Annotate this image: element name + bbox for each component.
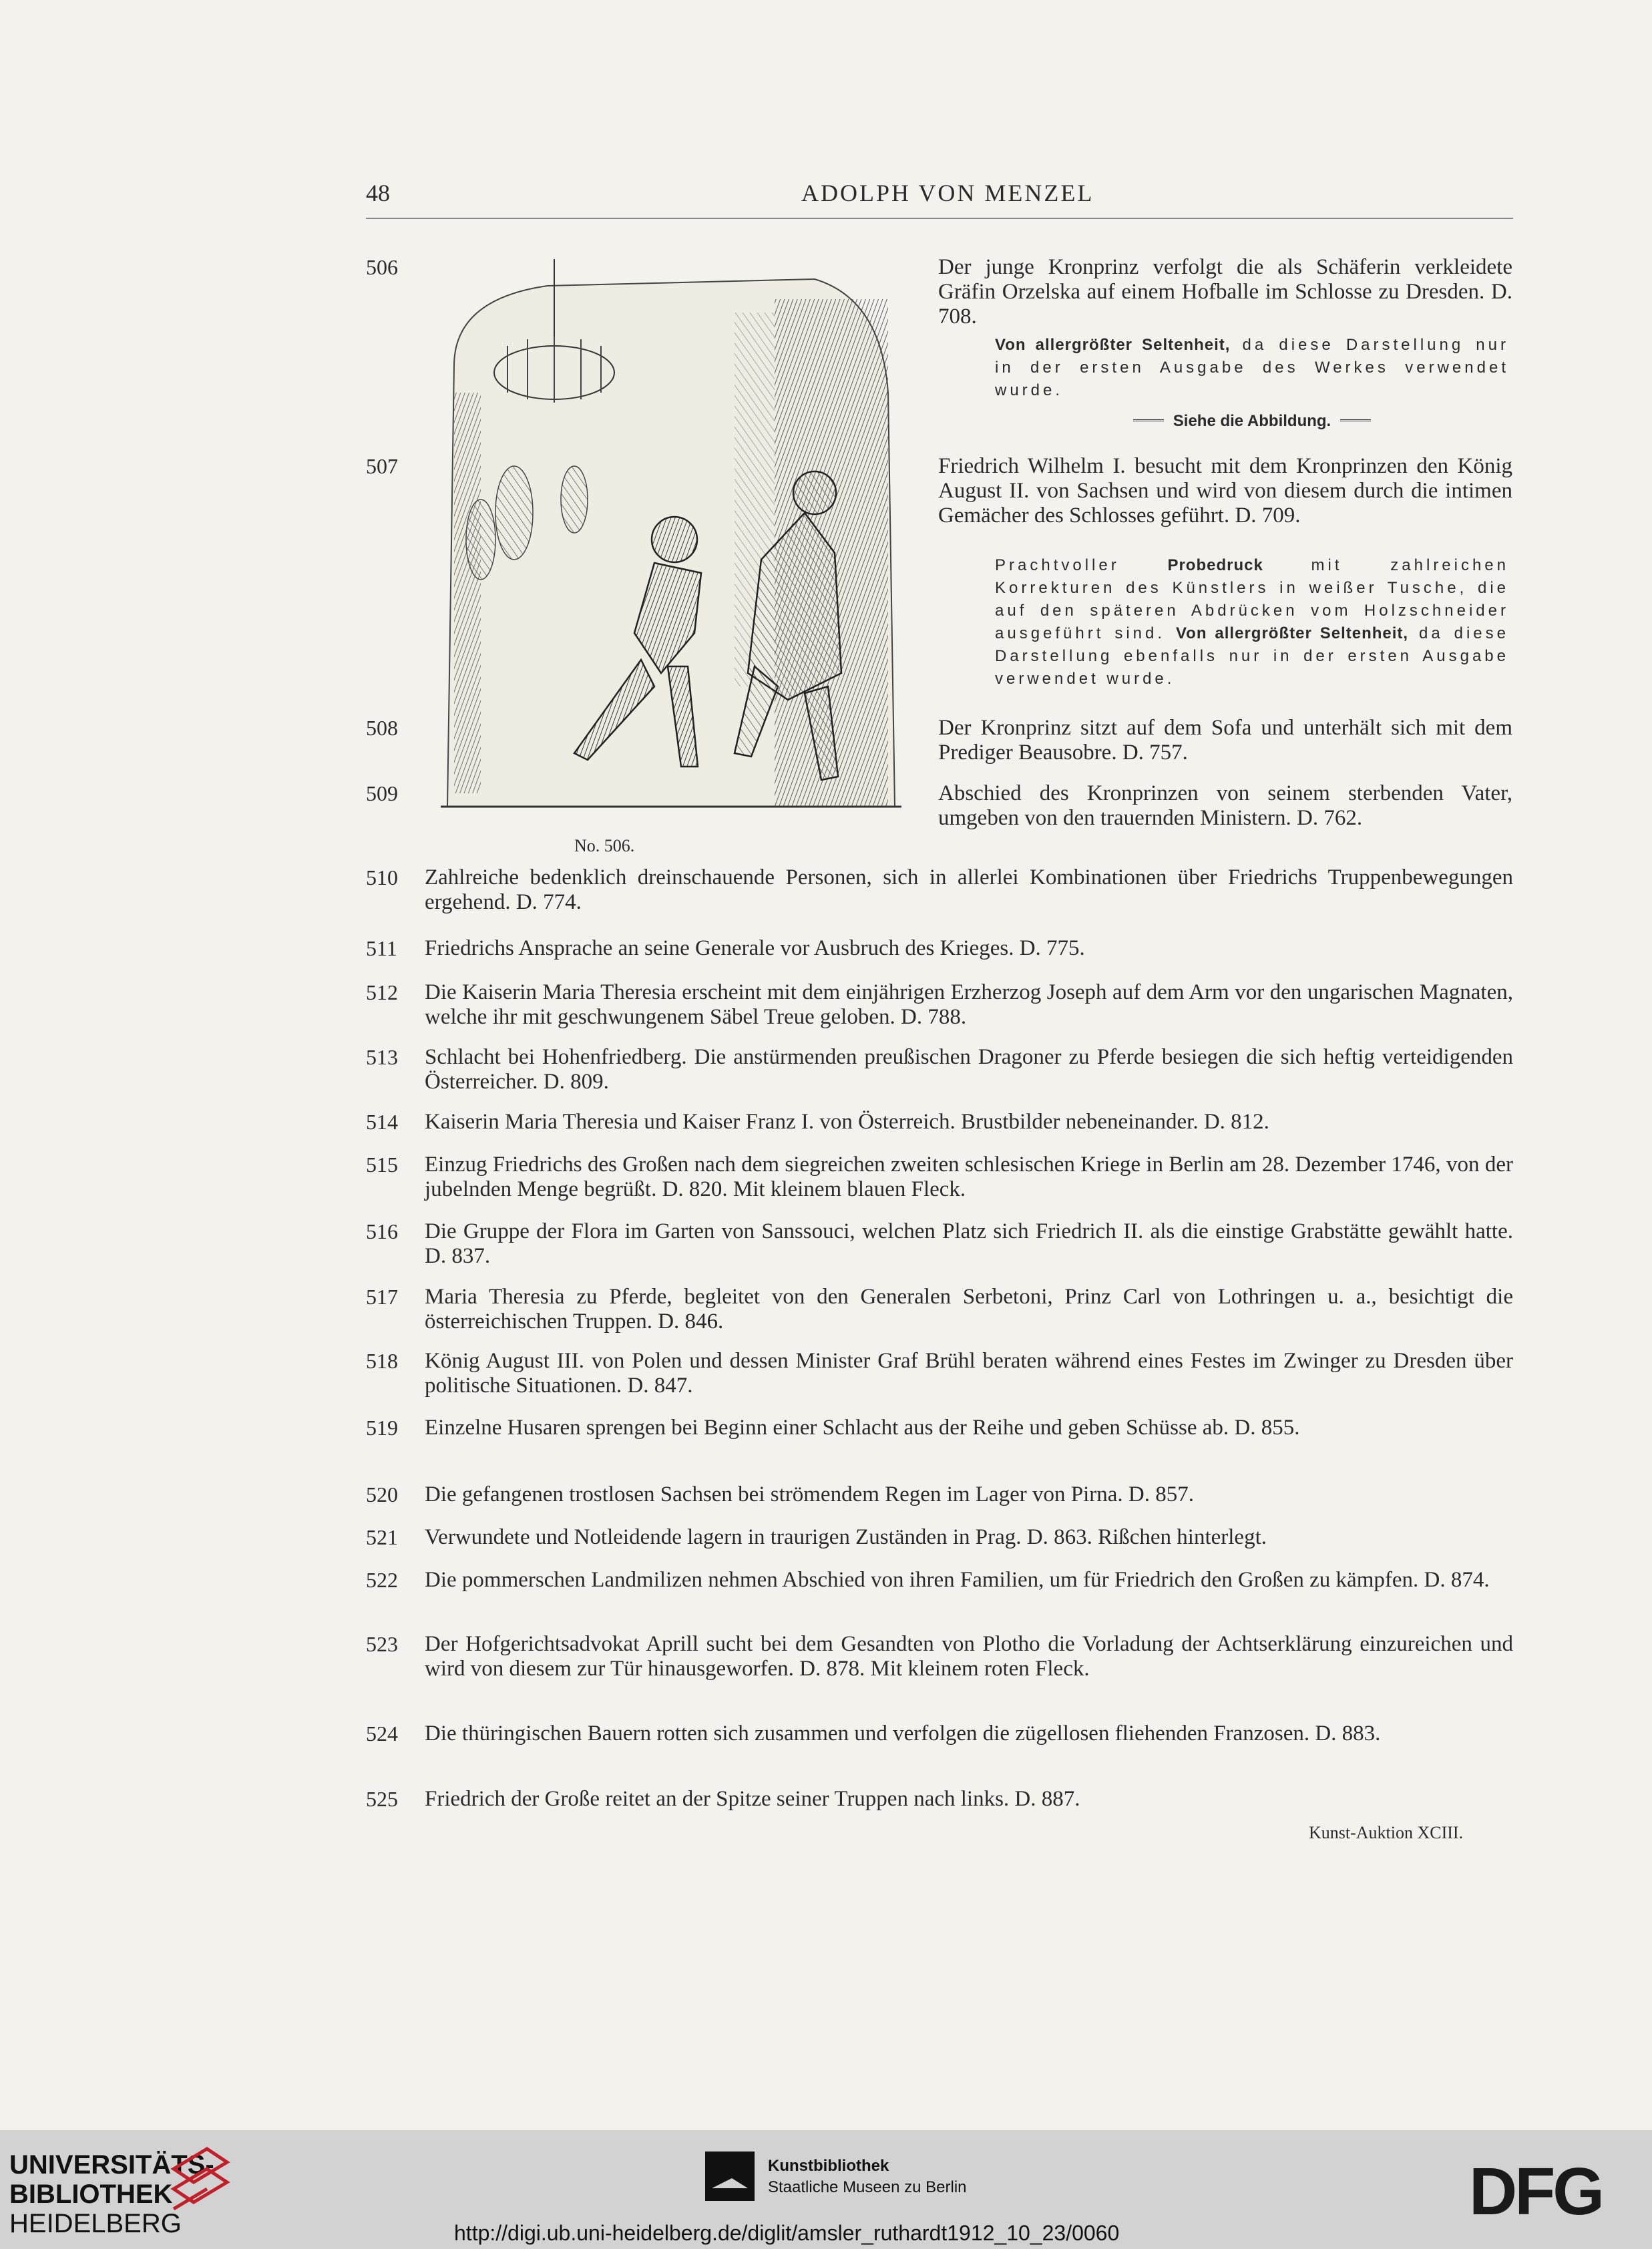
item-number-519: 519 <box>366 1416 398 1440</box>
ub-heidelberg-emblem-icon <box>167 2142 234 2222</box>
kunstbibliothek-logo[interactable]: Kunstbibliothek Staatliche Museen zu Berlin <box>768 2157 967 2196</box>
page-number: 48 <box>366 180 390 206</box>
item-text-513: Schlacht bei Hohenfriedberg. Die anstürmenden preußischen Dragoner zu Pferde besiegen die sich heftig verteidigenden Österreicher. D. 809. <box>425 1045 1513 1094</box>
item-number-517: 517 <box>366 1285 398 1309</box>
kunstbibliothek-logo-icon <box>705 2152 755 2201</box>
item-number-506: 506 <box>366 255 398 279</box>
engraving-illustration <box>441 259 901 827</box>
item-number-510: 510 <box>366 865 398 889</box>
item-text-516: Die Gruppe der Flora im Garten von Sanssouci, welchen Platz sich Friedrich II. als die einstige Grabstätte gewählt hatte. D. 837. <box>425 1219 1513 1268</box>
item-number-507: 507 <box>366 454 398 478</box>
item-number-514: 514 <box>366 1110 398 1134</box>
item-text-522: Die pommerschen Landmilizen nehmen Abschied von ihren Familien, um für Friedrich den Großen zu kämpfen. D. 874. <box>425 1568 1490 1592</box>
item-text-515: Einzug Friedrichs des Großen nach dem siegreichen zweiten schlesischen Kriege in Berlin am 28. Dezember 1746, von der jubelnden Menge begrüßt. D. 820. Mit kleinem blauen Fleck. <box>425 1153 1513 1201</box>
item-text-507: Friedrich Wilhelm I. besucht mit dem Kronprinzen den König August II. von Sachsen und wird von diesem durch die intimen Gemächer des Schlosses geführt. D. 709. <box>938 454 1512 528</box>
item-text-517: Maria Theresia zu Pferde, begleitet von den Generalen Serbetoni, Prinz Carl von Lothringen u. a., besichtigt die österreichischen Truppen. D. 846. <box>425 1285 1513 1334</box>
item-text-524: Die thüringischen Bauern rotten sich zusammen und verfolgen die zügellosen fliehenden Franzosen. D. 883. <box>425 1721 1381 1746</box>
item-text-512: Die Kaiserin Maria Theresia erscheint mit dem einjährigen Erzherzog Joseph auf dem Arm vor den ungarischen Magnaten, welche ihr mit geschwungenem Säbel Treue geloben. D. 788. <box>425 980 1513 1029</box>
item-number-516: 516 <box>366 1219 398 1243</box>
item-number-511: 511 <box>366 936 397 960</box>
item-number-525: 525 <box>366 1787 398 1811</box>
item-number-513: 513 <box>366 1045 398 1069</box>
item-number-509: 509 <box>366 781 398 805</box>
item-text-518: König August III. von Polen und dessen Minister Graf Brühl beraten während eines Festes im Zwinger zu Dresden über politische Situationen. D. 847. <box>425 1349 1513 1398</box>
item-text-523: Der Hofgerichtsadvokat Aprill sucht bei dem Gesandten von Plotho die Vorladung der Achtserklärung einzureichen und wird von diesem zur Tür hinausgeworfen. D. 878. Mit kleinem roten Fleck. <box>425 1632 1513 1681</box>
catalog-footer: Kunst-Auktion XCIII. <box>1309 1823 1464 1842</box>
item-text-521: Verwundete und Notleidende lagern in traurigen Zuständen in Prag. D. 863. Rißchen hinterlegt. <box>425 1525 1267 1549</box>
ub-heidelberg-logo[interactable]: UNIVERSITÄTS- BIBLIOTHEK HEIDELBERG <box>9 2150 214 2238</box>
dfg-logo[interactable]: DFG <box>1469 2154 1603 2229</box>
item-number-512: 512 <box>366 980 398 1004</box>
note-506: Von allergrößter Seltenheit, da diese Darstellung nur in der ersten Ausgabe des Werkes verwendet wurde. <box>995 336 1509 399</box>
header-rule <box>366 218 1513 219</box>
item-text-506: Der junge Kronprinz verfolgt die als Schäferin verkleidete Gräfin Orzelska auf einem Hofballe im Schlosse zu Dresden. D. 708. <box>938 255 1512 329</box>
figure-caption: No. 506. <box>574 836 635 855</box>
item-number-522: 522 <box>366 1568 398 1592</box>
item-text-520: Die gefangenen trostlosen Sachsen bei strömendem Regen im Lager von Pirna. D. 857. <box>425 1482 1194 1506</box>
item-text-519: Einzelne Husaren sprengen bei Beginn einer Schlacht aus der Reihe und geben Schüsse ab. D. 855. <box>425 1416 1300 1440</box>
item-number-523: 523 <box>366 1632 398 1656</box>
item-text-511: Friedrichs Ansprache an seine Generale vor Ausbruch des Krieges. D. 775. <box>425 936 1085 960</box>
item-number-518: 518 <box>366 1349 398 1373</box>
item-text-510: Zahlreiche bedenklich dreinschauende Personen, sich in allerlei Kombinationen über Friedrichs Truppenbewegungen ergehend. D. 774. <box>425 865 1513 914</box>
item-text-508: Der Kronprinz sitzt auf dem Sofa und unterhält sich mit dem Prediger Beausobre. D. 757. <box>938 716 1512 765</box>
item-number-508: 508 <box>366 716 398 740</box>
item-number-524: 524 <box>366 1721 398 1746</box>
note-507: Prachtvoller Probedruck mit zahlreichen Korrekturen des Künstlers in weißer Tusche, die auf den späteren Abdrücken vom Holzschneider ausgeführt sind. Von allergrößter Seltenheit, da diese Darstellung ebenfalls nur in der ersten Ausgabe verwendet wurde. <box>995 556 1509 688</box>
item-number-520: 520 <box>366 1482 398 1506</box>
item-number-515: 515 <box>366 1153 398 1177</box>
running-title: ADOLPH VON MENZEL <box>801 180 1094 206</box>
item-text-514: Kaiserin Maria Theresia und Kaiser Franz I. von Österreich. Brustbilder nebeneinander. D. 812. <box>425 1110 1269 1134</box>
item-text-525: Friedrich der Große reitet an der Spitze seiner Truppen nach links. D. 887. <box>425 1787 1080 1811</box>
see-illustration: Siehe die Abbildung. <box>995 412 1509 431</box>
permalink-url[interactable]: http://digi.ub.uni-heidelberg.de/diglit/amsler_ruthardt1912_10_23/0060 <box>454 2221 1120 2245</box>
item-number-521: 521 <box>366 1525 398 1549</box>
item-text-509: Abschied des Kronprinzen von seinem sterbenden Vater, umgeben von den trauernden Ministern. D. 762. <box>938 781 1512 830</box>
